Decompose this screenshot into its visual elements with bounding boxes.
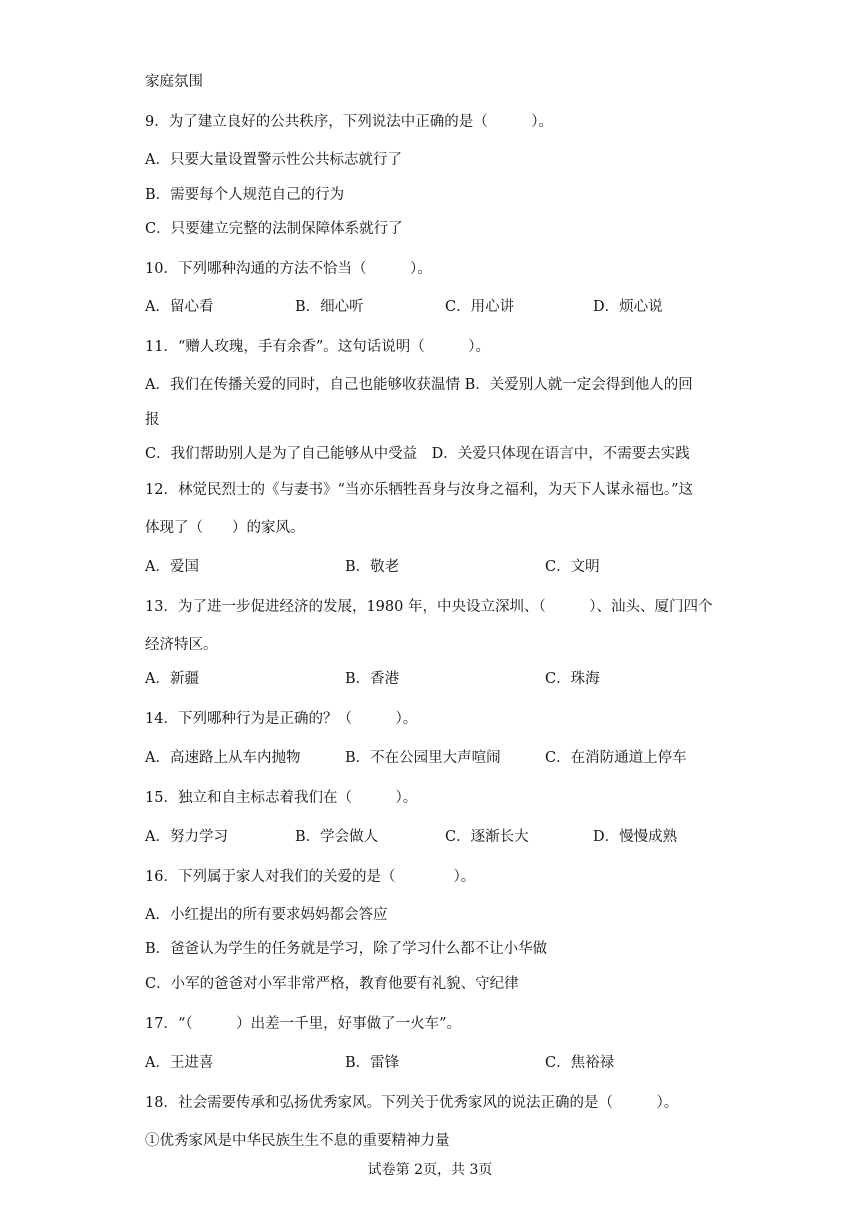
q14-option-c: C．在消防通道上停车 <box>545 750 687 766</box>
q10-option-c: C．用心讲 <box>445 299 515 315</box>
q11-options-cd: C．我们帮助别人是为了自己能够从中受益 D．关爱只体现在语言中，不需要去实践 <box>145 446 690 462</box>
q9-option-b: B．需要每个人规范自己的行为 <box>145 187 345 203</box>
q12-option-b: B．敬老 <box>345 559 400 575</box>
question-13-cont: 经济特区。 <box>145 637 218 653</box>
question-13: 13．为了进一步促进经济的发展，1980 年，中央设立深圳、（ ）、汕头、厦门四个 <box>145 599 713 615</box>
question-18: 18．社会需要传承和弘扬优秀家风。下列关于优秀家风的说法正确的是（ ）。 <box>145 1095 679 1111</box>
continued-text: 家庭氛围 <box>145 74 203 90</box>
question-12: 12．林觉民烈士的《与妻书》“当亦乐牺牲吾身与汝身之福利，为天下人谋永福也。”这 <box>145 482 694 498</box>
q16-option-b: B．爸爸认为学生的任务就是学习，除了学习什么都不让小华做 <box>145 941 548 957</box>
q16-option-a: A．小红提出的所有要求妈妈都会答应 <box>145 907 388 923</box>
question-12-cont: 体现了（ ）的家风。 <box>145 520 305 536</box>
q14-options <box>145 748 735 768</box>
q13-option-a: A．新疆 <box>145 671 199 687</box>
q13-options <box>145 669 735 689</box>
question-14: 14．下列哪种行为是正确的？（ ）。 <box>145 711 418 727</box>
q16-option-c: C．小军的爸爸对小军非常严格，教育他要有礼貌、守纪律 <box>145 976 519 992</box>
q11-options-ab-cont: 报 <box>145 412 160 428</box>
q13-option-b: B．香港 <box>345 671 400 687</box>
q13-option-c: C．珠海 <box>545 671 600 687</box>
q18-statement-1: ①优秀家风是中华民族生生不息的重要精神力量 <box>145 1133 450 1149</box>
q14-option-a: A．高速路上从车内抛物 <box>145 750 301 766</box>
q9-option-c: C．只要建立完整的法制保障体系就行了 <box>145 221 403 237</box>
q17-option-b: B．雷锋 <box>345 1055 400 1071</box>
q17-option-c: C．焦裕禄 <box>545 1055 615 1071</box>
q12-options <box>145 557 735 577</box>
q17-options <box>145 1053 735 1073</box>
q14-option-b: B．不在公园里大声喧闹 <box>345 750 501 766</box>
question-10: 10．下列哪种沟通的方法不恰当（ ）。 <box>145 261 432 277</box>
page-footer: 试卷第 2页，共 3页 <box>367 1162 493 1178</box>
question-16: 16．下列属于家人对我们的关爱的是（ ）。 <box>145 869 476 885</box>
q15-option-a: A．努力学习 <box>145 829 228 845</box>
question-15: 15．独立和自主标志着我们在（ ）。 <box>145 790 418 806</box>
question-9: 9．为了建立良好的公共秩序，下列说法中正确的是（ ）。 <box>145 114 553 130</box>
q10-options <box>145 297 735 317</box>
q12-option-c: C．文明 <box>545 559 600 575</box>
question-17: 17．“（ ）出差一千里，好事做了一火车”。 <box>145 1016 462 1032</box>
question-11: 11．“赠人玫瑰，手有余香”。这句话说明（ ）。 <box>145 339 491 355</box>
q17-option-a: A．王进喜 <box>145 1055 214 1071</box>
q10-option-a: A．留心看 <box>145 299 214 315</box>
q10-option-b: B．细心听 <box>295 299 364 315</box>
q12-option-a: A．爱国 <box>145 559 199 575</box>
q10-option-d: D．烦心说 <box>593 299 663 315</box>
q11-options-ab: A．我们在传播关爱的同时，自己也能够收获温情 B．关爱别人就一定会得到他人的回 <box>145 377 693 393</box>
q15-option-c: C．逐渐长大 <box>445 829 529 845</box>
q15-option-d: D．慢慢成熟 <box>593 829 678 845</box>
q15-option-b: B．学会做人 <box>295 829 379 845</box>
q9-option-a: A．只要大量设置警示性公共标志就行了 <box>145 152 402 168</box>
q15-options <box>145 827 735 847</box>
